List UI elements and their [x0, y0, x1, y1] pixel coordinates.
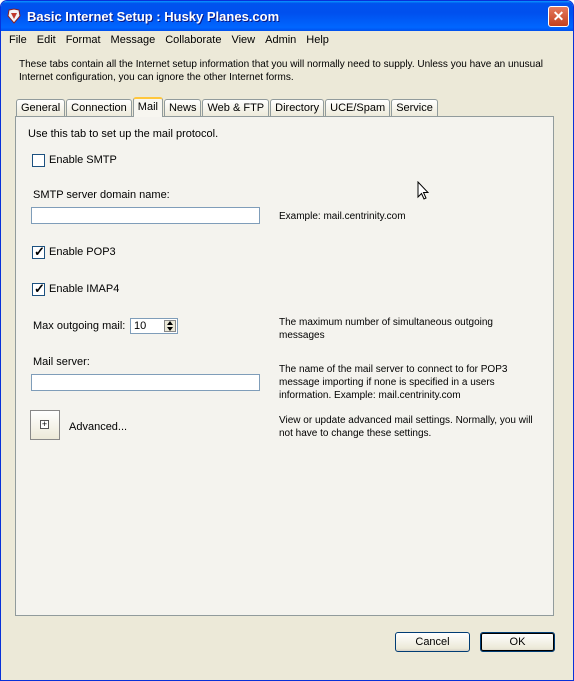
mouse-cursor-icon	[417, 181, 429, 201]
ok-button[interactable]: OK	[480, 632, 555, 652]
app-icon	[6, 8, 22, 24]
expand-plus-icon: +	[41, 419, 48, 429]
menu-format[interactable]: Format	[65, 34, 101, 46]
menu-bar	[4, 31, 570, 49]
menu-view[interactable]: View	[231, 34, 256, 46]
advanced-note: View or update advanced mail settings. Normally, you will not have to change these settings.	[279, 415, 533, 439]
tab-directory[interactable]: Directory	[270, 99, 324, 117]
check-icon: ✓	[34, 281, 45, 296]
max-outgoing-spinner[interactable]	[130, 318, 178, 334]
menu-collaborate[interactable]: Collaborate	[165, 34, 222, 46]
tab-service[interactable]: Service	[391, 99, 438, 117]
menu-edit[interactable]: Edit	[36, 34, 56, 46]
max-outgoing-label: Max outgoing mail:	[33, 320, 126, 332]
tab-strip	[16, 97, 439, 117]
menu-admin[interactable]: Admin	[265, 34, 297, 46]
mail-tab-panel	[15, 116, 554, 616]
tab-web-ftp[interactable]: Web & FTP	[202, 99, 269, 117]
smtp-domain-input[interactable]	[31, 207, 260, 224]
max-outgoing-note: The maximum number of simultaneous outgoing messages	[279, 317, 493, 341]
enable-smtp-label[interactable]: Enable SMTP	[49, 154, 117, 166]
tab-connection[interactable]: Connection	[66, 99, 132, 117]
enable-pop3-checkbox[interactable]	[32, 246, 45, 259]
max-outgoing-value: 10	[134, 320, 147, 332]
mail-server-input[interactable]	[31, 374, 260, 391]
intro-text: These tabs contain all the Internet setup information that you will normally need to supply. Unless you have an unusual Internet configuration, you can ignore the other Internet forms.	[19, 59, 544, 83]
title-bar[interactable]	[1, 1, 573, 31]
advanced-button[interactable]	[30, 410, 60, 440]
check-icon: ✓	[34, 244, 45, 259]
menu-file[interactable]: File	[9, 34, 27, 46]
tab-uce-spam[interactable]: UCE/Spam	[325, 99, 390, 117]
enable-imap4-checkbox[interactable]	[32, 283, 45, 296]
cancel-button[interactable]: Cancel	[395, 632, 470, 652]
enable-smtp-checkbox[interactable]	[32, 154, 45, 167]
menu-message[interactable]: Message	[110, 34, 156, 46]
mail-server-note: The name of the mail server to connect to for POP3 message importing if none is specified in a users information. Example: mail.centrinity.com	[279, 364, 508, 401]
smtp-domain-example: Example: mail.centrinity.com	[279, 211, 406, 222]
mail-server-label: Mail server:	[33, 356, 90, 368]
mail-tab-description: Use this tab to set up the mail protocol.	[28, 128, 219, 140]
enable-pop3-label[interactable]: Enable POP3	[49, 246, 116, 258]
spinner-arrows-icon[interactable]	[164, 320, 176, 332]
enable-imap4-label[interactable]: Enable IMAP4	[49, 283, 120, 295]
smtp-domain-label: SMTP server domain name:	[33, 189, 170, 201]
advanced-label[interactable]: Advanced...	[69, 421, 128, 433]
tab-news[interactable]: News	[164, 99, 202, 117]
tab-general[interactable]: General	[16, 99, 65, 117]
menu-help[interactable]: Help	[306, 34, 329, 46]
tab-mail[interactable]: Mail	[133, 97, 163, 117]
close-button[interactable]	[548, 6, 569, 27]
window-title: Basic Internet Setup : Husky Planes.com	[27, 9, 280, 24]
close-icon: ✕	[552, 8, 565, 24]
